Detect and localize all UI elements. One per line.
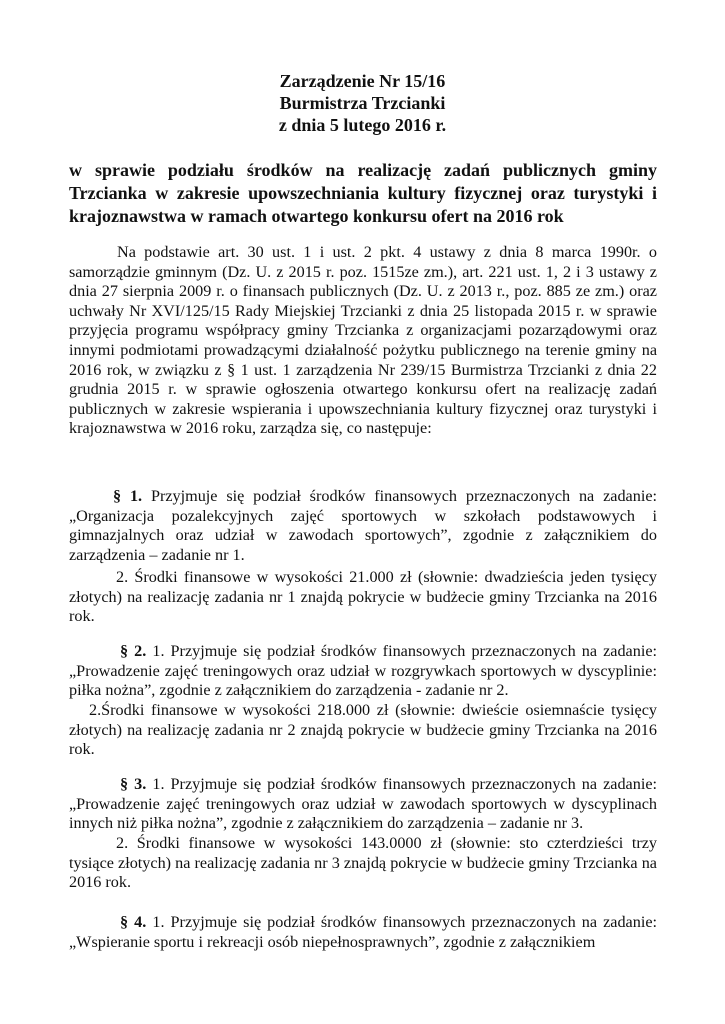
title-line-date: z dnia 5 lutego 2016 r. — [278, 115, 447, 135]
section-4-paragraph-1 — [69, 913, 657, 952]
legal-basis-paragraph: Na podstawie art. 30 ust. 1 i ust. 2 pkt. 4 ustawy z dnia 8 marca 1990r. o samorządzie gminnym (Dz. U. z 2015 r. poz. 1515ze zm.), art. 221 ust. 1, 2 i 3 ustawy z dnia 27 sierpnia 2009 r. o finansach publicznych (Dz. U. z 2013 r., poz. 885 ze zm.) oraz uchwały Nr XVI/125/15 Rady Miejskiej Trzcianki z dnia 25 listopada 2015 r. w sprawie przyjęcia programu współpracy gminy Trzcianka z organizacjami pozarządowymi oraz innymi podmiotami prowadzącymi działalność pożytku publicznego na terenie gminy na 2016 rok, w związku z § 1 ust. 1 zarządzenia Nr 239/15 Burmistrza Trzcianki z dnia 22 grudnia 2015 r. w sprawie ogłoszenia otwartego konkursu ofert na realizację zadań publicznych w zakresie wspierania i upowszechniania kultury fizycznej oraz turystyki i krajoznawstwa w 2016 roku, zarządza się, co następuje: — [69, 243, 657, 438]
title-line-issuer: Burmistrza Trzcianki — [279, 93, 446, 113]
section-3-mark: § 3. — [120, 775, 147, 793]
section-4-text-1: 1. Przyjmuje się podział środków finansowych przeznaczonych na zadanie: „Wspieranie sportu i rekreacji osób niepełnosprawnych”, zgodnie z załącznikiem — [69, 913, 658, 951]
section-2-paragraph-1 — [69, 642, 657, 701]
section-4-mark: § 4. — [120, 913, 147, 931]
section-3-paragraph-2: 2. Środki finansowe w wysokości 143.0000 zł (słownie: sto czterdzieści trzy tysiące złotych) na realizację zadania nr 3 znajdą pokrycie w budżecie gminy Trzcianka na 2016 rok. — [69, 834, 657, 892]
section-1-text-1: Przyjmuje się podział środków finansowych przeznaczonych na zadanie: „Organizacja pozalekcyjnych zajęć sportowych w szkołach podstawowych i gimnazjalnych oraz udział w zawodach sportowych”, zgodnie z załącznikiem do zarządzenia – zadanie nr 1. — [69, 487, 658, 564]
section-1-paragraph-1 — [69, 487, 657, 565]
title-line-ordinance-number: Zarządzenie Nr 15/16 — [279, 71, 446, 91]
section-1-mark: § 1. — [113, 487, 143, 505]
section-2-mark: § 2. — [120, 642, 147, 660]
document-title — [0, 70, 725, 136]
section-2-paragraph-2: 2.Środki finansowe w wysokości 218.000 zł (słownie: dwieście osiemnaście tysięcy złotych) na realizację zadania nr 2 znajdą pokrycie w budżecie gminy Trzcianka na 2016 rok. — [69, 701, 657, 759]
section-2-text-1: 1. Przyjmuje się podział środków finansowych przeznaczonych na zadanie: „Prowadzenie zajęć treningowych oraz udział w rozgrywkach sportowych w dyscyplinie: piłka nożna”, zgodnie z załącznikiem do zarządzenia - zadanie nr 2. — [69, 642, 658, 700]
document-subject: w sprawie podziału środków na realizację zadań publicznych gminy Trzcianka w zakresie upowszechniania kultury fizycznej oraz turystyki i krajoznawstwa w ramach otwartego konkursu ofert na 2016 rok — [69, 160, 657, 226]
section-1-paragraph-2: 2. Środki finansowe w wysokości 21.000 zł (słownie: dwadzieścia jeden tysięcy złotych) na realizację zadania nr 1 znajdą pokrycie w budżecie gminy Trzcianka na 2016 rok. — [69, 568, 657, 626]
section-3-paragraph-1 — [69, 775, 657, 834]
section-3-text-1: 1. Przyjmuje się podział środków finansowych przeznaczonych na zadanie: „Prowadzenie zajęć treningowych oraz udział w zawodach sportowych w dyscyplinach innych niż piłka nożna”, zgodnie z załącznikiem do zarządzenia – zadanie nr 3. — [69, 775, 658, 833]
